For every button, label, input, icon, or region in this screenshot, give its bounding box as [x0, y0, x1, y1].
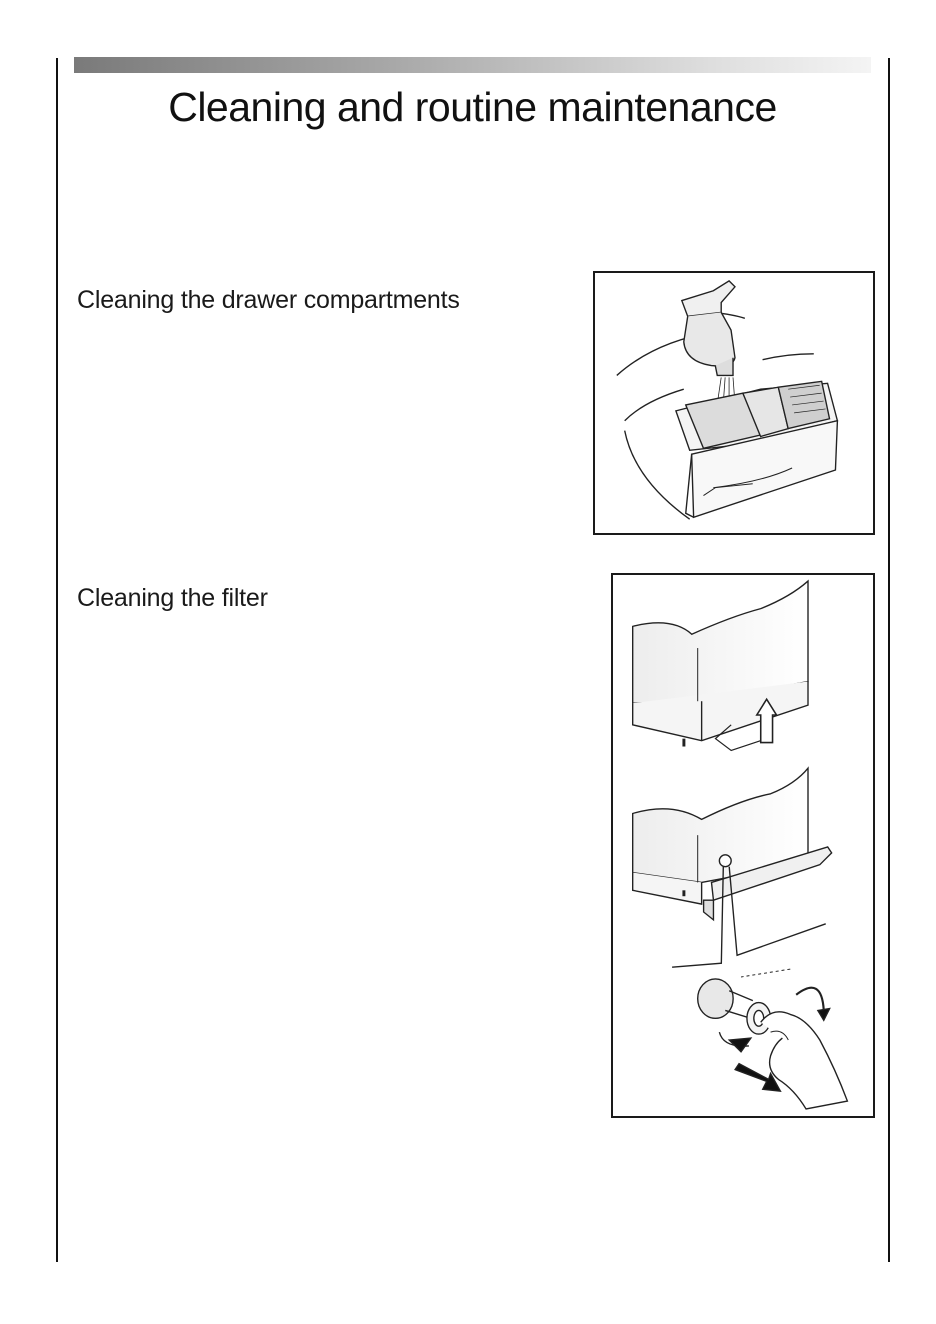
header-gradient-bar — [74, 57, 871, 73]
filter-removal-illustration — [613, 575, 873, 1116]
right-margin-rule — [888, 58, 890, 1262]
section-heading-filter: Cleaning the filter — [77, 584, 268, 612]
drawer-cleaning-figure — [593, 271, 875, 535]
section-heading-drawer: Cleaning the drawer compartments — [77, 286, 460, 314]
filter-cleaning-figure — [611, 573, 875, 1118]
left-margin-rule — [56, 58, 58, 1262]
tap-rinsing-drawer-illustration — [595, 273, 873, 533]
page-title: Cleaning and routine maintenance — [168, 84, 777, 130]
